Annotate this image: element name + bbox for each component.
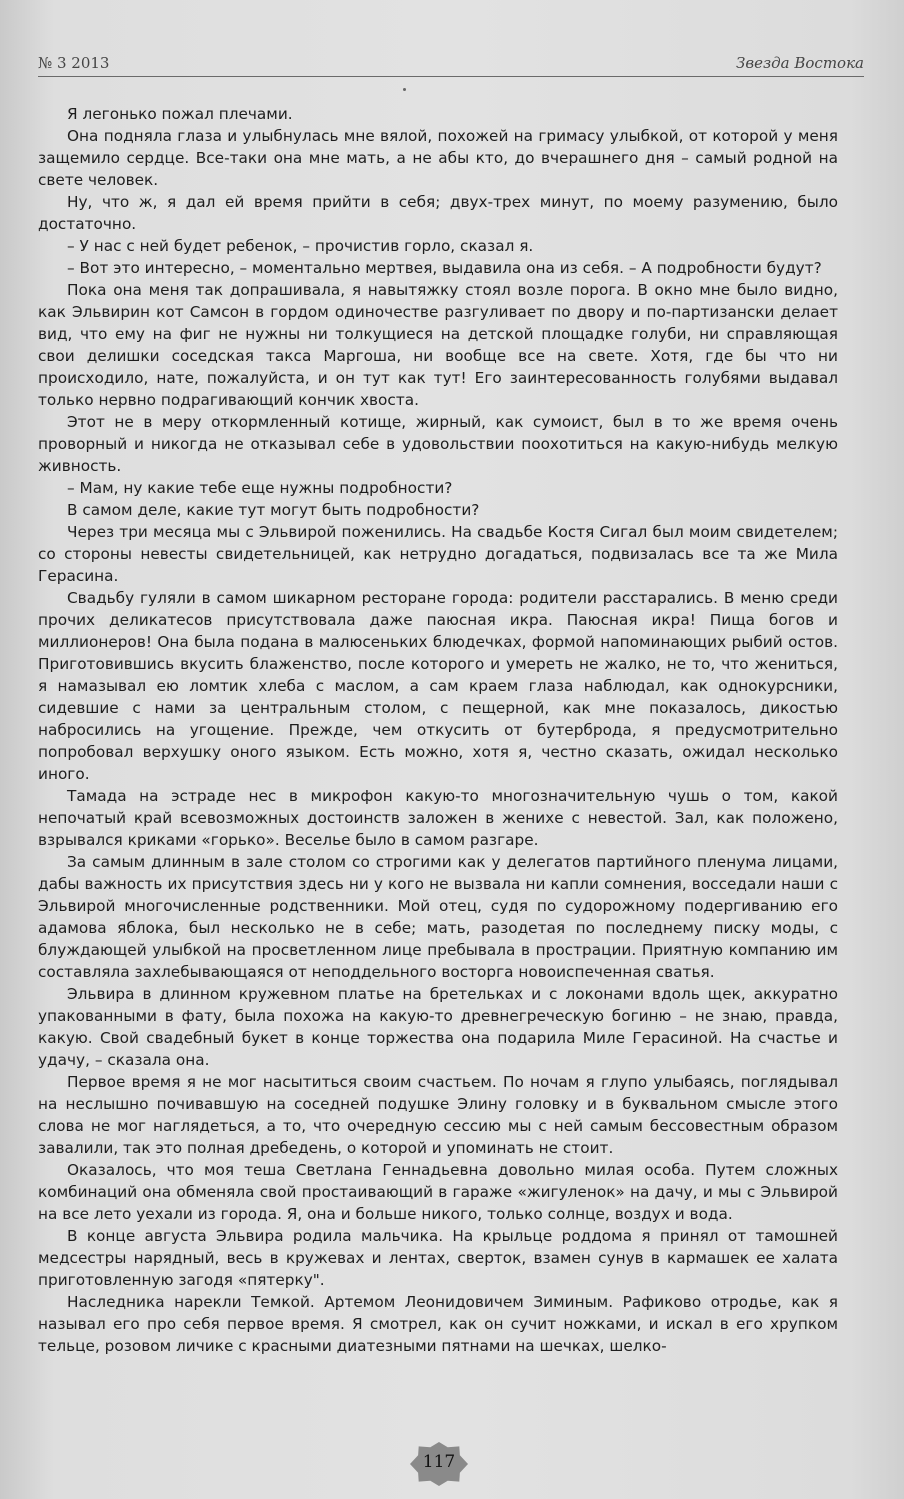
running-header xyxy=(38,50,864,77)
paragraph: В конце августа Эльвира родила мальчика. На крыльце роддома я принял от тамошней медсестры нарядный, весь в кружевах и лентах, сверток, взамен сунув в кармашек ее халата приготовленную загодя «пятерку". xyxy=(38,1227,838,1289)
paragraph: В самом деле, какие тут могут быть подробности? xyxy=(67,501,480,519)
paragraph: Ну, что ж, я дал ей время прийти в себя; двух-трех минут, по моему разумению, было достаточно. xyxy=(38,193,838,233)
page-footer xyxy=(0,1440,904,1490)
paragraph: Она подняла глаза и улыбнулась мне вялой, похожей на гримасу улыбкой, от которой у меня защемило сердце. Все-таки она мне мать, а не абы кто, до вчерашнего дня – самый родной на свете человек. xyxy=(38,127,838,189)
paragraph: Свадьбу гуляли в самом шикарном ресторане города: родители расстарались. В меню среди прочих деликатесов присутствовала даже паюсная икра. Паюсная икра! Пища богов и миллионеров! Она была подана в малюсеньких блюдечках, формой напоминающих рыбий остов. Приготовившись вкусить блаженство, после которого и умереть не жалко, не то, что жениться, я намазывал ею ломтик хлеба с маслом, а сам краем глаза наблюдал, как однокурсники, сидевшие с нами за центральным столом, с пещерной, как мне показалось, дикостью набросились на угощение. Прежде, чем откусить от бутерброда, я предусмотрительно попробовал верхушку оного языком. Есть можно, хотя я, честно сказать, ожидал несколько иного. xyxy=(38,589,838,783)
journal-title: Звезда Востока xyxy=(736,54,864,72)
paragraph: Я легонько пожал плечами. xyxy=(67,105,293,123)
scan-speck xyxy=(403,88,406,91)
paragraph: Этот не в меру откормленный котище, жирный, как сумоист, был в то же время очень проворный и никогда не отказывал себе в удовольствии поохотиться на какую-нибудь мелкую живность. xyxy=(38,413,838,475)
issue-label: № 3 2013 xyxy=(38,54,110,72)
paragraph: – У нас с ней будет ребенок, – прочистив горло, сказал я. xyxy=(67,237,534,255)
paragraph: – Мам, ну какие тебе еще нужны подробности? xyxy=(67,479,453,497)
page-number: 117 xyxy=(422,1452,456,1472)
article-body xyxy=(38,103,838,1357)
paragraph: Наследника нарекли Темкой. Артемом Леонидовичем Зиминым. Рафиково отродье, как я называл его про себя первое время. Я смотрел, как он сучит ножками, и искал в его хрупком тельце, розовом личике с красными диатезными пятнами на шечках, шелко- xyxy=(38,1293,838,1355)
paragraph: Пока она меня так допрашивала, я навытяжку стоял возле порога. В окно мне было видно, как Эльвирин кот Самсон в гордом одиночестве разгуливает по двору и по-партизански делает вид, что ему на фиг не нужны ни толкущиеся на детской площадке голуби, ни справляющая свои делишки соседская такса Маргоша, ни вообще все на свете. Хотя, где бы что ни происходило, нате, пожалуйста, и он тут как тут! Его заинтересованность голубями выдавал только нервно подрагивающий кончик хвоста. xyxy=(38,281,838,409)
paragraph: Тамада на эстраде нес в микрофон какую-то многозначительную чушь о том, какой непочатый край всевозможных достоинств заложен в женихе с невестой. Зал, как положено, взрывался криками «горько». Веселье было в самом разгаре. xyxy=(38,787,838,849)
paragraph: Через три месяца мы с Эльвирой поженились. На свадьбе Костя Сигал был моим свидетелем; со стороны невесты свидетельницей, как нетрудно догадаться, подвизалась все та же Мила Герасина. xyxy=(38,523,838,585)
paragraph: Первое время я не мог насытиться своим счастьем. По ночам я глупо улыбаясь, поглядывал на неслышно почивавшую на соседней подушке Элину головку и в буквальном смысле этого слова не мог наглядеться, а то, что очередную сессию мы с ней самым бессовестным образом завалили, так это полная дребедень, о которой и упоминать не стоит. xyxy=(38,1073,838,1157)
paragraph: За самым длинным в зале столом со строгими как у делегатов партийного пленума лицами, дабы важность их присутствия здесь ни у кого не вызвала ни капли сомнения, восседали наши с Эльвирой многочисленные родственники. Мой отец, судя по судорожному подергиванию его адамова яблока, был несколько не в себе; мать, разодетая по последнему писку моды, с блуждающей улыбкой на просветленном лице пребывала в прострации. Приятную компанию им составляла захлебывающаяся от неподдельного восторга новоиспеченная сватья. xyxy=(38,853,838,981)
paragraph: Эльвира в длинном кружевном платье на бретельках и с локонами вдоль щек, аккуратно упакованными в фату, была похожа на какую-то древнегреческую богиню – не знаю, правда, какую. Свой свадебный букет в конце торжества она подарила Миле Герасиной. На счастье и удачу, – сказала она. xyxy=(38,985,838,1069)
paragraph: Оказалось, что моя теша Светлана Геннадьевна довольно милая особа. Путем сложных комбинаций она обменяла свой простаивающий в гараже «жигуленок» на дачу, и мы с Эльвирой на все лето уехали из города. Я, она и больше никого, только солнце, воздух и вода. xyxy=(38,1161,838,1223)
paragraph: – Вот это интересно, – моментально мертвея, выдавила она из себя. – А подробности будут? xyxy=(67,259,822,277)
